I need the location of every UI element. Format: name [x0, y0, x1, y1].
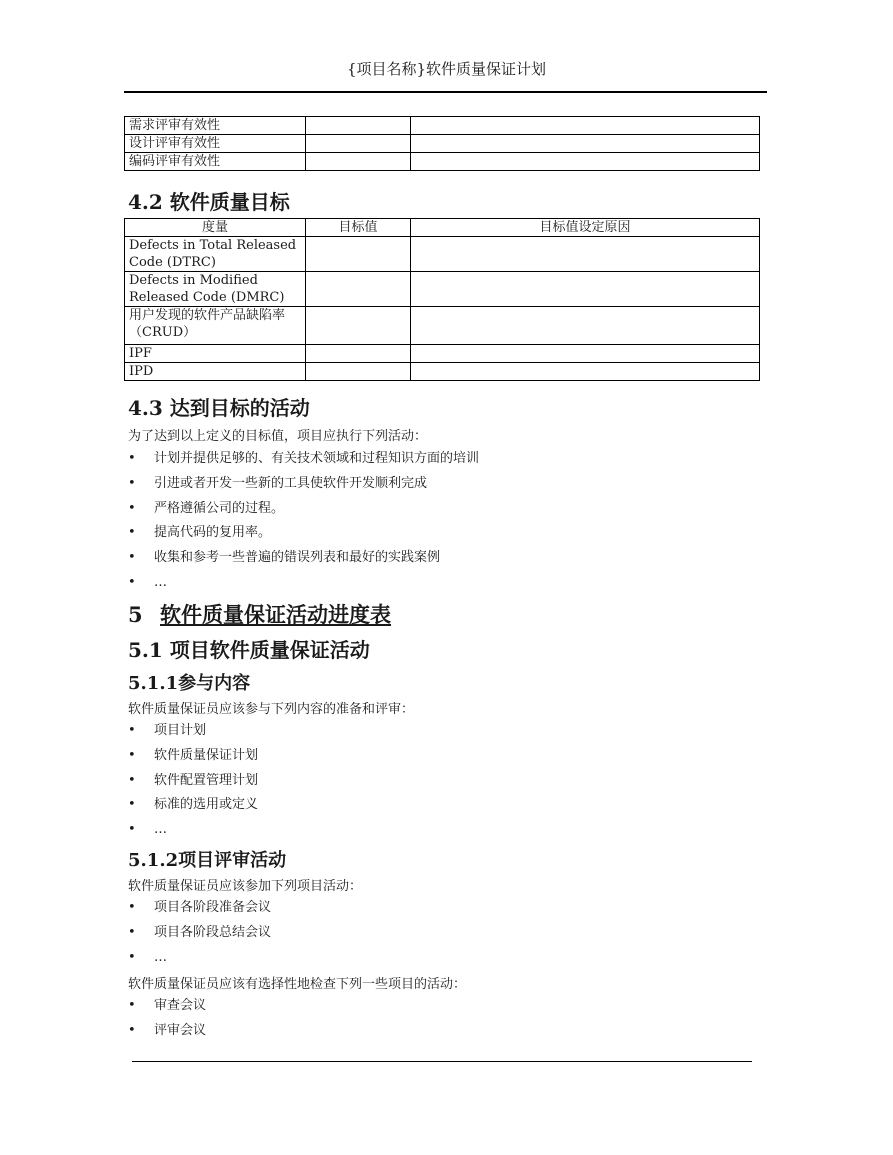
table-row — [125, 272, 760, 307]
list-item: • 软件配置管理计划 — [128, 772, 258, 797]
list-item: • 项目各阶段总结会议 — [128, 924, 271, 949]
table-cell: Defects in Modified Released Code (DMRC) — [125, 272, 306, 307]
column-header: 目标值设定原因 — [411, 219, 760, 237]
table-cell: 需求评审有效性 — [125, 117, 306, 135]
section-5-heading — [128, 599, 391, 629]
table-cell: Defects in Total Released Code (DTRC) — [125, 237, 306, 272]
table-header-row — [125, 219, 760, 237]
table-cell: IPF — [125, 345, 306, 363]
table-cell — [306, 135, 411, 153]
list-item: • 严格遵循公司的过程。 — [128, 500, 479, 525]
table-cell — [306, 153, 411, 171]
list-item: • 审查会议 — [128, 997, 206, 1022]
table-cell — [306, 272, 411, 307]
list-item: • 标准的选用或定义 — [128, 796, 258, 821]
table-row — [125, 237, 760, 272]
list-item: • … — [128, 821, 258, 846]
table-cell: IPD — [125, 363, 306, 381]
section-4-3-list — [128, 450, 479, 599]
section-5-1-2-list-2 — [128, 997, 206, 1047]
list-item: • 计划并提供足够的、有关技术领域和过程知识方面的培训 — [128, 450, 479, 475]
table-cell — [411, 117, 760, 135]
column-header: 度量 — [125, 219, 306, 237]
table-cell — [411, 363, 760, 381]
table-cell — [306, 307, 411, 345]
table-cell — [306, 237, 411, 272]
table-row — [125, 345, 760, 363]
section-5-1-2-intro-2: 软件质量保证员应该有选择性地检查下列一些项目的活动： — [128, 977, 467, 992]
table-cell: 编码评审有效性 — [125, 153, 306, 171]
table-cell: 设计评审有效性 — [125, 135, 306, 153]
table-cell — [306, 117, 411, 135]
table-cell — [411, 345, 760, 363]
list-item: • 项目计划 — [128, 722, 258, 747]
table-row — [125, 117, 760, 135]
table-row — [125, 307, 760, 345]
list-item: • 提高代码的复用率。 — [128, 524, 479, 549]
section-4-3-heading: 4.3 达到目标的活动 — [128, 396, 310, 420]
table-cell — [411, 153, 760, 171]
section-4-3-intro: 为了达到以上定义的目标值，项目应执行下列活动： — [128, 429, 428, 444]
page-header-title: {项目名称}软件质量保证计划 — [346, 60, 547, 78]
list-item: • 收集和参考一些普遍的错误列表和最好的实践案例 — [128, 549, 479, 574]
table-cell — [411, 237, 760, 272]
table-cell — [306, 345, 411, 363]
section-number: 5 — [128, 602, 143, 627]
list-item: • … — [128, 574, 479, 599]
list-item: • 软件质量保证计划 — [128, 747, 258, 772]
header-rule — [124, 91, 767, 93]
section-5-1-1-heading: 5.1.1参与内容 — [128, 673, 251, 694]
section-5-1-1-list — [128, 722, 258, 846]
section-5-1-2-heading: 5.1.2项目评审活动 — [128, 850, 287, 871]
list-item: • … — [128, 949, 271, 974]
table-cell: 用户发现的软件产品缺陷率（CRUD） — [125, 307, 306, 345]
section-4-2-heading: 4.2 软件质量目标 — [128, 190, 290, 214]
section-5-1-2-list — [128, 899, 271, 973]
section-5-1-1-intro: 软件质量保证员应该参与下列内容的准备和评审： — [128, 702, 415, 717]
column-header: 目标值 — [306, 219, 411, 237]
list-item: • 评审会议 — [128, 1022, 206, 1047]
section-5-1-2-intro: 软件质量保证员应该参加下列项目活动： — [128, 879, 363, 894]
review-effectiveness-table — [124, 116, 760, 171]
table-row — [125, 153, 760, 171]
list-item: • 引进或者开发一些新的工具使软件开发顺利完成 — [128, 475, 479, 500]
table-cell — [411, 135, 760, 153]
table-row — [125, 135, 760, 153]
quality-goals-table — [124, 218, 760, 381]
section-title: 软件质量保证活动进度表 — [160, 602, 391, 627]
list-item: • 项目各阶段准备会议 — [128, 899, 271, 924]
table-row — [125, 363, 760, 381]
section-5-1-heading: 5.1 项目软件质量保证活动 — [128, 638, 370, 662]
footer-rule — [132, 1061, 752, 1062]
table-cell — [306, 363, 411, 381]
table-cell — [411, 307, 760, 345]
table-cell — [411, 272, 760, 307]
